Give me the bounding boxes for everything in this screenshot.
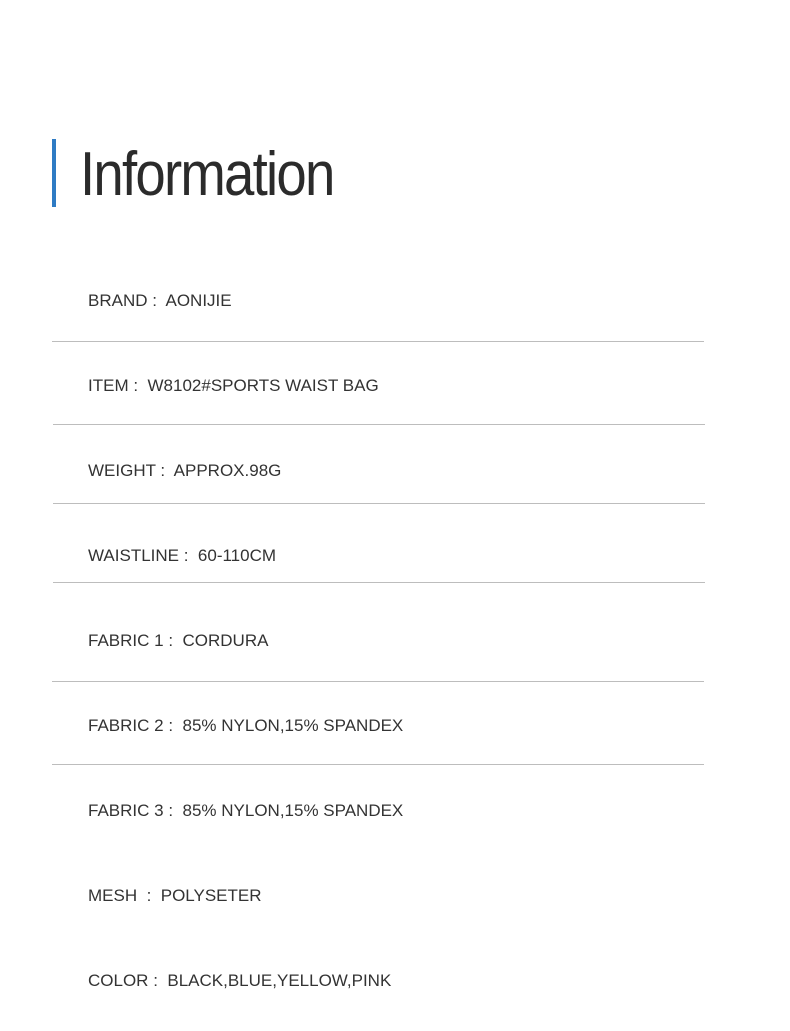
spec-value: W8102#SPORTS WAIST BAG [147, 376, 379, 395]
spec-value: 85% NYLON,15% SPANDEX [182, 801, 404, 820]
divider [52, 681, 704, 682]
spec-separator: : [155, 461, 174, 480]
spec-row-color [88, 971, 391, 991]
spec-label: WAISTLINE [88, 546, 179, 565]
spec-label: COLOR [88, 971, 149, 990]
divider [52, 764, 704, 765]
spec-row-fabric-3 [88, 801, 403, 821]
spec-value: 60-110CM [197, 546, 277, 565]
spec-row-fabric-1 [88, 631, 268, 651]
spec-row-mesh [88, 886, 262, 906]
spec-row-weight [88, 461, 281, 481]
spec-value: POLYSETER [160, 886, 262, 905]
spec-row-brand [88, 291, 232, 311]
spec-value: AONIJIE [165, 291, 232, 310]
spec-separator: : [179, 546, 198, 565]
divider [52, 341, 704, 342]
spec-label: MESH [88, 886, 138, 905]
spec-row-item [88, 376, 379, 396]
spec-label: FABRIC 2 [88, 716, 164, 735]
spec-label: WEIGHT [88, 461, 156, 480]
spec-separator: : [163, 716, 183, 735]
spec-label: BRAND [88, 291, 148, 310]
spec-label: FABRIC 1 [88, 631, 164, 650]
spec-value: BLACK,BLUE,YELLOW,PINK [167, 971, 392, 990]
spec-value: CORDURA [182, 631, 269, 650]
spec-row-fabric-2 [88, 716, 403, 736]
spec-separator: : [163, 631, 183, 650]
page-title: Information [80, 140, 334, 209]
spec-value: 85% NYLON,15% SPANDEX [182, 716, 404, 735]
spec-separator: : [128, 376, 148, 395]
spec-label: ITEM [88, 376, 129, 395]
divider [53, 503, 705, 504]
divider [53, 582, 705, 583]
divider [53, 424, 705, 425]
spec-separator: : [148, 971, 168, 990]
spec-separator: : [163, 801, 183, 820]
spec-separator: : [137, 886, 161, 905]
spec-value: APPROX.98G [173, 461, 282, 480]
spec-separator: : [147, 291, 166, 310]
title-accent-bar [52, 139, 56, 207]
spec-row-waistline [88, 546, 276, 566]
spec-label: FABRIC 3 [88, 801, 164, 820]
